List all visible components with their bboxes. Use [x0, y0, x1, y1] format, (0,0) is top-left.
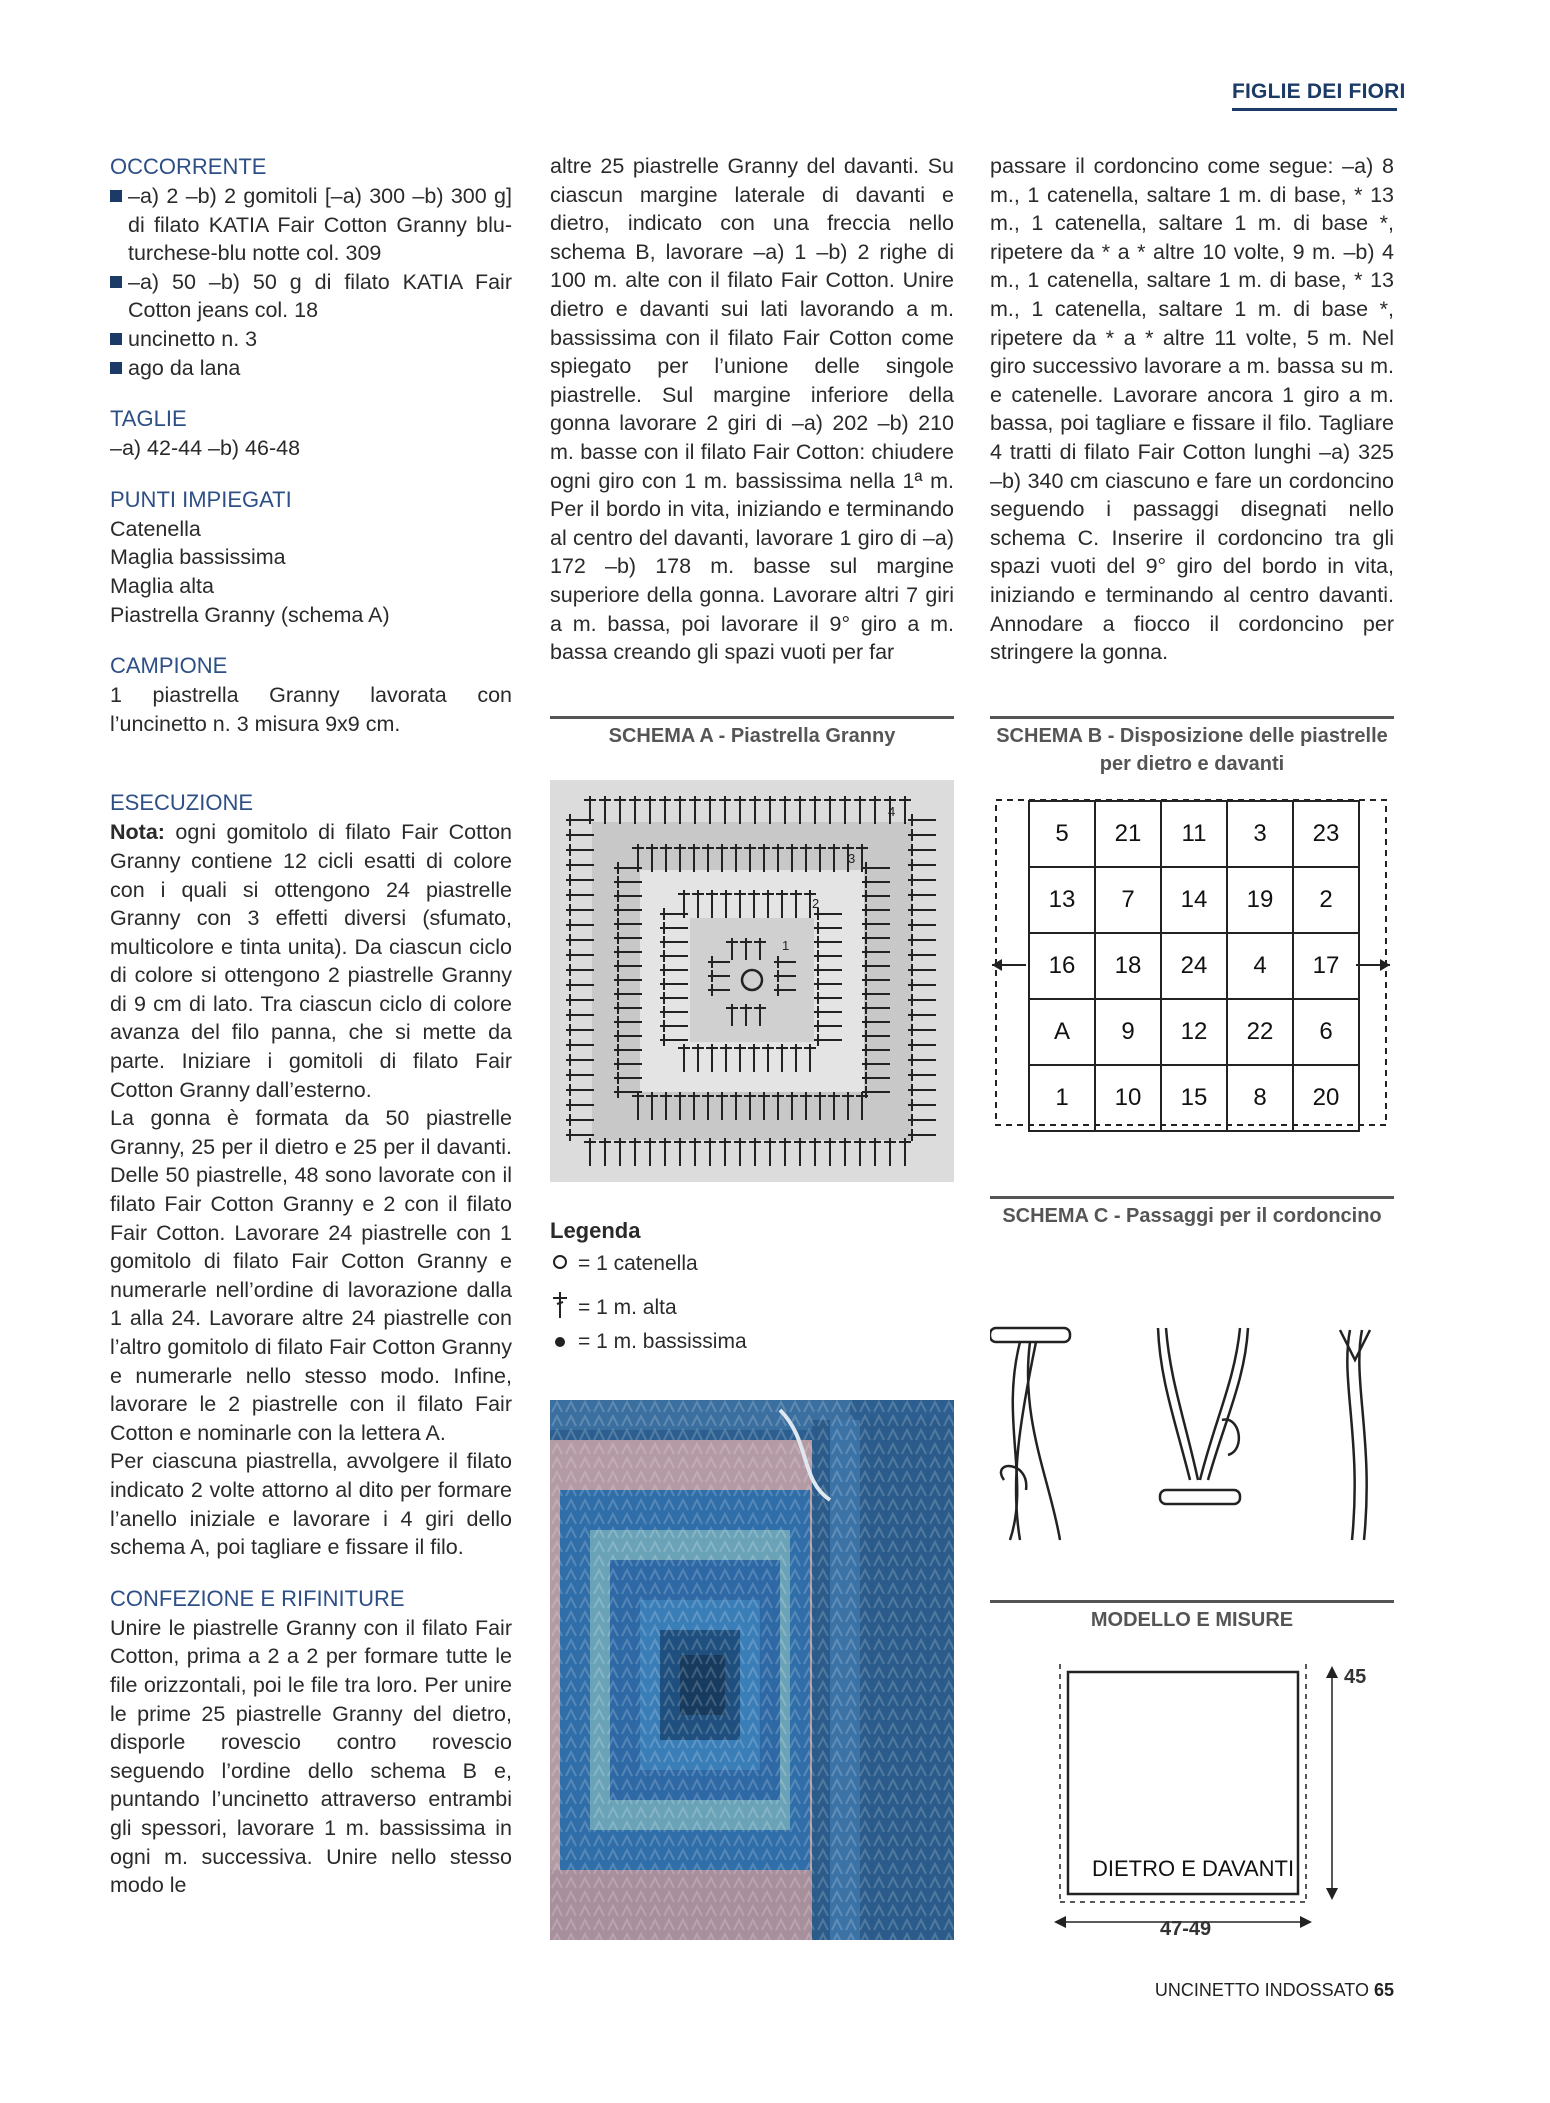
- grid-cell: 17: [1293, 933, 1359, 999]
- legend-row-catenella: = 1 catenella: [550, 1252, 698, 1276]
- running-header: FIGLIE DEI FIORI: [1232, 80, 1406, 103]
- modello-height: 45: [1344, 1666, 1367, 1688]
- section-title-esecuzione: ESECUZIONE: [110, 790, 254, 816]
- list-item: –a) 2 –b) 2 gomitoli [–a) 300 –b) 300 g] di filato KATIA Fair Cotton Granny blu-turchese-blu notte col. 309: [110, 182, 512, 268]
- grid-cell: 20: [1293, 1065, 1359, 1131]
- column-3-text: passare il cordoncino come segue: –a) 8 m., 1 catenella, saltare 1 m. di base, * 13 m., 1 catenella, saltare 1 m. di base *, ripetere da * a * altre 10 volte, 9 m. –b) 4 m., 1 catenella, saltare 1 m. di base, * 13 m., 1 catenella, saltare 1 m. di base *, ripetere da * a * altre 11 volte, 5 m. Nel giro successivo lavorare a m. bassa su m. e catenelle. Lavorare ancora 1 giro a m. bassa, poi tagliare e fissare il filo. Tagliare 4 tratti di filato Fair Cotton lunghi –a) 325 –b) 340 cm ciascuno e fare un cordoncino seguendo i passaggi disegnati nello schema C. Inserire il cordoncino tra gli spazi vuoti del 9° giro del bordo in vita, iniziando e terminando al centro davanti. Annodare a fiocco il cordoncino per stringere la gonna.: [990, 154, 1394, 665]
- grid-cell: 22: [1227, 999, 1293, 1065]
- schema-c-rule: [990, 1196, 1394, 1199]
- legend-row-bassissima: = 1 m. bassissima: [550, 1330, 747, 1354]
- round-number: 1: [782, 938, 790, 953]
- grid-cell: 8: [1227, 1065, 1293, 1131]
- stitch-item: Catenella: [110, 516, 201, 541]
- section-title-occorrente: OCCORRENTE: [110, 154, 267, 179]
- grid-cell: 1: [1029, 1065, 1095, 1131]
- header-rule: [1232, 108, 1397, 111]
- nota-paragraph: [110, 818, 512, 1104]
- section-title-campione: CAMPIONE: [110, 653, 228, 679]
- chain-circle-icon: [550, 1252, 570, 1276]
- double-crochet-icon: [550, 1290, 570, 1326]
- modello-label: DIETRO E DAVANTI: [1092, 1856, 1295, 1881]
- grid-cell: 3: [1227, 801, 1293, 867]
- grid-cell: 13: [1029, 867, 1095, 933]
- esecuzione-paragraph: La gonna è formata da 50 piastrelle Granny, 25 per il dietro e 25 per il davanti. Delle 50 piastrelle, 48 sono lavorate con il filato Fair Cotton Granny e 2 con il filato Fair Cotton. Lavorare 24 piastrelle con 1 gomitolo di filato Fair Cotton Granny e numerarle nell’ordine di lavorazione dalla 1 alla 24. Lavorare altre 24 piastrelle con l’altro gomitolo di filato Fair Cotton Granny e numerarle nello stesso modo. Infine, lavorare le 2 piastrelle con il filato Fair Cotton e nominarle con la lettera A.: [110, 1106, 512, 1445]
- modello-width: 47-49: [1160, 1918, 1212, 1940]
- grid-row: [1029, 1065, 1359, 1131]
- nota-label: Nota:: [110, 820, 165, 845]
- grid-cell: 9: [1095, 999, 1161, 1065]
- square-bullet-icon: [110, 190, 122, 202]
- grid-row: [1029, 801, 1359, 867]
- nota-text: ogni gomitolo di filato Fair Cotton Granny contiene 12 cicli esatti di colore con i quali si ottengono 24 piastrelle Granny con 3 effetti diversi (sfumato, multicolore e tinta unita). Da ciascun ciclo di colore si ottengono 2 piastrelle Granny di 9 cm di lato. Tra ciascun ciclo di colore avanza del filo panna, che si mette da parte. Iniziare i gomitoli di filato Fair Cotton Granny dall’esterno.: [110, 820, 512, 1102]
- schema-c-diagram: [990, 1320, 1394, 1560]
- grid-cell: 11: [1161, 801, 1227, 867]
- schema-a-rule: [550, 716, 954, 719]
- round-number: 4: [888, 804, 896, 819]
- grid-cell: 21: [1095, 801, 1161, 867]
- taglie-text: –a) 42-44 –b) 46-48: [110, 436, 301, 461]
- schema-c-title: SCHEMA C - Passaggi per il cordoncino: [1002, 1205, 1382, 1227]
- stitch-item: Maglia alta: [110, 573, 214, 598]
- section-title-taglie: TAGLIE: [110, 406, 187, 432]
- grid-cell: 6: [1293, 999, 1359, 1065]
- grid-cell: 4: [1227, 933, 1293, 999]
- grid-cell: 5: [1029, 801, 1095, 867]
- round-number: 3: [848, 851, 856, 866]
- schema-b-grid: [1028, 800, 1360, 1132]
- page-footer: [1155, 1980, 1394, 2001]
- confezione-text: Unire le piastrelle Granny con il filato Fair Cotton, prima a 2 a 2 per formare tutte le file orizzontali, poi le file tra loro. Per unire le prime 25 piastrelle Granny del dietro, disporle rovescio contro rovescio seguendo l’ordine dello schema B e, puntando l’uncinetto attraverso entrambi gli spessori, lavorare 1 m. bassissima in ogni m. successiva. Unire nello stesso modo le: [110, 1615, 512, 1898]
- column-2-text: altre 25 piastrelle Granny del davanti. Su ciascun margine laterale di davanti e dietro, indicato con una freccia nello schema B, lavorare –a) 1 –b) 2 righe di 100 m. alte con il filato Fair Cotton. Unire dietro e davanti sui lati lavorando a m. bassissima con il filato Fair Cotton come spiegato per l’unione delle singole piastrelle. Sul margine inferiore della gonna lavorare 2 giri di –a) 202 –b) 210 m. basse con il filato Fair Cotton: chiudere ogni giro con 1 m. bassissima nella 1ª m. Per il bordo in vita, iniziando e terminando al centro del davanti, lavorare 1 giro di –a) 172 –b) 178 m. basse sul margine superiore della gonna. Lavorare altri 7 giri a m. bassa, poi lavorare il 9° giro a m. bassa creando gli spazi vuoti per far: [550, 154, 954, 665]
- section-title-punti: PUNTI IMPIEGATI: [110, 486, 292, 512]
- grid-cell: 14: [1161, 867, 1227, 933]
- list-item: ago da lana: [110, 354, 512, 383]
- list-item: uncinetto n. 3: [110, 325, 512, 354]
- modello-rule: [990, 1600, 1394, 1603]
- legend-title: Legenda: [550, 1218, 641, 1243]
- square-bullet-icon: [110, 362, 122, 374]
- grid-cell: A: [1029, 999, 1095, 1065]
- esecuzione-paragraph: Per ciascuna piastrella, avvolgere il filato indicato 2 volte attorno al dito per formare l’anello iniziale e lavorare i 4 giri dello schema A, poi tagliare e fissare il filo.: [110, 1449, 512, 1560]
- grid-cell: 2: [1293, 867, 1359, 933]
- grid-cell: 24: [1161, 933, 1227, 999]
- legend-row-alta: = 1 m. alta: [550, 1290, 677, 1326]
- grid-row: [1029, 867, 1359, 933]
- grid-row: [1029, 933, 1359, 999]
- schema-a-title: SCHEMA A - Piastrella Granny: [608, 725, 896, 747]
- grid-cell: 18: [1095, 933, 1161, 999]
- grid-cell: 10: [1095, 1065, 1161, 1131]
- schema-b-rule: [990, 716, 1394, 719]
- grid-cell: 19: [1227, 867, 1293, 933]
- modello-title: MODELLO E MISURE: [1090, 1609, 1294, 1631]
- round-number: 2: [812, 896, 820, 911]
- stitch-item: Maglia bassissima: [110, 545, 286, 570]
- modello-diagram: [1050, 1660, 1390, 1960]
- square-bullet-icon: [110, 333, 122, 345]
- grid-row: [1029, 999, 1359, 1065]
- schema-b-title: SCHEMA B - Disposizione delle piastrelle per dietro e davanti: [996, 725, 1388, 775]
- schema-a-diagram: [550, 780, 954, 1182]
- grid-cell: 23: [1293, 801, 1359, 867]
- column-1: [110, 152, 512, 1900]
- square-bullet-icon: [110, 276, 122, 288]
- grid-cell: 7: [1095, 867, 1161, 933]
- campione-text: 1 piastrella Granny lavorata con l’uncinetto n. 3 misura 9x9 cm.: [110, 683, 512, 736]
- slip-stitch-dot-icon: [550, 1330, 570, 1354]
- grid-cell: 15: [1161, 1065, 1227, 1131]
- grid-cell: 12: [1161, 999, 1227, 1065]
- stitch-item: Piastrella Granny (schema A): [110, 602, 390, 627]
- page-number: 65: [1373, 1980, 1394, 2000]
- granny-square-photo: [550, 1400, 954, 1940]
- grid-cell: 16: [1029, 933, 1095, 999]
- list-item: –a) 50 –b) 50 g di filato KATIA Fair Cotton jeans col. 18: [110, 268, 512, 325]
- magazine-name: UNCINETTO INDOSSATO: [1154, 1980, 1369, 2000]
- section-title-confezione: CONFEZIONE E RIFINITURE: [110, 1585, 405, 1611]
